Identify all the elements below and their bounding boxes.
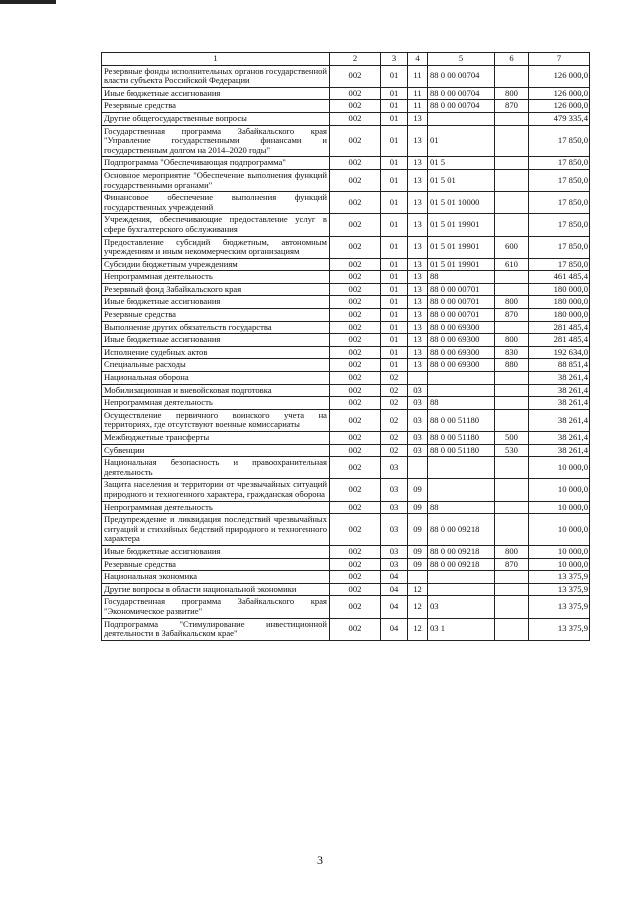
row-ministry-code: 002: [330, 501, 381, 514]
row-amount: 88 851,4: [529, 359, 590, 372]
row-amount: 38 261,4: [529, 384, 590, 397]
row-amount: 10 000,0: [529, 558, 590, 571]
table-row: [102, 359, 590, 372]
row-ministry-code: 002: [330, 283, 381, 296]
row-section: 03: [381, 545, 408, 558]
row-expense-type: 800: [495, 296, 529, 309]
row-ministry-code: 002: [330, 100, 381, 113]
table-row: [102, 571, 590, 584]
row-subsection: 03: [408, 432, 428, 445]
table-row: [102, 236, 590, 258]
row-subsection: 13: [408, 169, 428, 191]
row-name: Мобилизационная и вневойсковая подготовка: [102, 384, 330, 397]
row-ministry-code: 002: [330, 236, 381, 258]
row-ministry-code: 002: [330, 545, 381, 558]
row-ministry-code: 002: [330, 618, 381, 640]
table-row: [102, 309, 590, 322]
row-subsection: 13: [408, 125, 428, 157]
table-row: [102, 384, 590, 397]
row-section: 04: [381, 583, 408, 596]
row-target-article: 88: [428, 501, 495, 514]
row-amount: 180 000,0: [529, 283, 590, 296]
row-amount: 17 850,0: [529, 236, 590, 258]
row-target-article: 88 0 00 51180: [428, 444, 495, 457]
row-subsection: 13: [408, 359, 428, 372]
row-expense-type: [495, 514, 529, 546]
row-subsection: [408, 571, 428, 584]
row-section: 01: [381, 112, 408, 125]
row-section: 01: [381, 65, 408, 87]
row-expense-type: [495, 169, 529, 191]
row-amount: 180 000,0: [529, 296, 590, 309]
table-row: [102, 65, 590, 87]
row-expense-type: [495, 321, 529, 334]
row-expense-type: [495, 65, 529, 87]
row-ministry-code: 002: [330, 571, 381, 584]
row-section: 01: [381, 334, 408, 347]
table-row: [102, 545, 590, 558]
row-ministry-code: 002: [330, 432, 381, 445]
row-section: 01: [381, 321, 408, 334]
row-expense-type: [495, 479, 529, 501]
row-expense-type: [495, 571, 529, 584]
row-target-article: 03: [428, 596, 495, 618]
row-subsection: [408, 457, 428, 479]
row-subsection: 11: [408, 65, 428, 87]
table-row: [102, 112, 590, 125]
row-ministry-code: 002: [330, 169, 381, 191]
row-subsection: 13: [408, 157, 428, 170]
row-subsection: 13: [408, 112, 428, 125]
row-target-article: 88 0 00 69300: [428, 359, 495, 372]
row-expense-type: [495, 192, 529, 214]
row-name: Подпрограмма "Обеспечивающая подпрограмма": [102, 157, 330, 170]
table-row: [102, 271, 590, 284]
header-cell: 4: [408, 53, 428, 66]
row-expense-type: [495, 384, 529, 397]
row-name: Другие общегосударственные вопросы: [102, 112, 330, 125]
row-ministry-code: 002: [330, 125, 381, 157]
row-subsection: 03: [408, 444, 428, 457]
row-expense-type: 830: [495, 346, 529, 359]
row-name: Национальная экономика: [102, 571, 330, 584]
row-section: 02: [381, 432, 408, 445]
row-ministry-code: 002: [330, 384, 381, 397]
table-row: [102, 558, 590, 571]
row-target-article: [428, 384, 495, 397]
row-name: Непрограммная деятельность: [102, 501, 330, 514]
row-name: Финансовое обеспечение выполнения функций государственных учреждений: [102, 192, 330, 214]
row-expense-type: 800: [495, 87, 529, 100]
row-amount: 13 375,9: [529, 571, 590, 584]
row-section: 01: [381, 309, 408, 322]
row-target-article: 88 0 00 00701: [428, 283, 495, 296]
table-row: [102, 409, 590, 431]
row-name: Выполнение других обязательств государства: [102, 321, 330, 334]
row-subsection: 09: [408, 479, 428, 501]
row-amount: 17 850,0: [529, 169, 590, 191]
row-expense-type: 600: [495, 236, 529, 258]
row-amount: 180 000,0: [529, 309, 590, 322]
row-subsection: 13: [408, 321, 428, 334]
row-target-article: [428, 479, 495, 501]
row-name: Иные бюджетные ассигнования: [102, 296, 330, 309]
row-target-article: [428, 583, 495, 596]
row-section: 04: [381, 596, 408, 618]
row-section: 04: [381, 618, 408, 640]
row-subsection: 12: [408, 583, 428, 596]
row-section: 03: [381, 501, 408, 514]
row-section: 04: [381, 571, 408, 584]
header-cell: 3: [381, 53, 408, 66]
row-amount: 126 000,0: [529, 87, 590, 100]
row-amount: 10 000,0: [529, 457, 590, 479]
row-subsection: 12: [408, 618, 428, 640]
table-row: [102, 296, 590, 309]
row-ministry-code: 002: [330, 397, 381, 410]
row-target-article: 01 5 01 19901: [428, 214, 495, 236]
row-expense-type: [495, 157, 529, 170]
row-section: 01: [381, 236, 408, 258]
row-subsection: 12: [408, 596, 428, 618]
row-subsection: [408, 372, 428, 385]
row-name: Национальная безопасность и правоохранительная деятельность: [102, 457, 330, 479]
row-section: 02: [381, 397, 408, 410]
row-subsection: 13: [408, 214, 428, 236]
row-amount: 10 000,0: [529, 501, 590, 514]
row-amount: 13 375,9: [529, 583, 590, 596]
row-target-article: 01: [428, 125, 495, 157]
row-ministry-code: 002: [330, 309, 381, 322]
row-amount: 13 375,9: [529, 596, 590, 618]
table-row: [102, 169, 590, 191]
row-expense-type: 500: [495, 432, 529, 445]
row-name: Государственная программа Забайкальского края "Экономическое развитие": [102, 596, 330, 618]
row-name: Резервные средства: [102, 309, 330, 322]
row-name: Субсидии бюджетным учреждениям: [102, 258, 330, 271]
row-expense-type: [495, 397, 529, 410]
row-subsection: 09: [408, 501, 428, 514]
row-amount: 10 000,0: [529, 514, 590, 546]
row-amount: 13 375,9: [529, 618, 590, 640]
row-ministry-code: 002: [330, 558, 381, 571]
table-row: [102, 346, 590, 359]
row-name: Иные бюджетные ассигнования: [102, 334, 330, 347]
row-subsection: 13: [408, 236, 428, 258]
row-target-article: 01 5 01 19901: [428, 258, 495, 271]
row-ministry-code: 002: [330, 334, 381, 347]
row-expense-type: [495, 596, 529, 618]
row-subsection: 11: [408, 100, 428, 113]
row-section: 01: [381, 214, 408, 236]
table-row: [102, 100, 590, 113]
row-name: Предоставление субсидий бюджетным, автономным учреждениям и иным некоммерческим организациям: [102, 236, 330, 258]
row-expense-type: [495, 409, 529, 431]
table-row: [102, 397, 590, 410]
row-name: Иные бюджетные ассигнования: [102, 87, 330, 100]
row-amount: 192 634,0: [529, 346, 590, 359]
row-ministry-code: 002: [330, 409, 381, 431]
row-target-article: 88 0 00 00701: [428, 296, 495, 309]
row-target-article: 88 0 00 09218: [428, 514, 495, 546]
row-ministry-code: 002: [330, 596, 381, 618]
row-section: 01: [381, 100, 408, 113]
row-ministry-code: 002: [330, 359, 381, 372]
table-row: [102, 125, 590, 157]
row-target-article: 88 0 00 00704: [428, 87, 495, 100]
row-section: 01: [381, 283, 408, 296]
row-amount: 17 850,0: [529, 214, 590, 236]
row-subsection: 13: [408, 334, 428, 347]
header-cell: 5: [428, 53, 495, 66]
row-expense-type: 800: [495, 545, 529, 558]
row-expense-type: [495, 372, 529, 385]
row-expense-type: [495, 501, 529, 514]
row-name: Непрограммная деятельность: [102, 397, 330, 410]
header-row: [102, 53, 590, 66]
row-target-article: 88 0 00 69300: [428, 321, 495, 334]
row-target-article: 88 0 00 51180: [428, 432, 495, 445]
row-subsection: 03: [408, 409, 428, 431]
row-expense-type: 530: [495, 444, 529, 457]
row-name: Резервные средства: [102, 100, 330, 113]
table-row: [102, 258, 590, 271]
row-name: Защита населения и территории от чрезвычайных ситуаций природного и техногенного характера, гражданская оборона: [102, 479, 330, 501]
row-amount: 10 000,0: [529, 545, 590, 558]
row-expense-type: [495, 618, 529, 640]
row-ministry-code: 002: [330, 87, 381, 100]
row-ministry-code: 002: [330, 444, 381, 457]
row-expense-type: [495, 457, 529, 479]
row-ministry-code: 002: [330, 192, 381, 214]
row-target-article: 88: [428, 271, 495, 284]
table-row: [102, 87, 590, 100]
row-amount: 38 261,4: [529, 397, 590, 410]
row-section: 01: [381, 192, 408, 214]
table-row: [102, 283, 590, 296]
header-cell: 2: [330, 53, 381, 66]
row-expense-type: 880: [495, 359, 529, 372]
row-section: 02: [381, 372, 408, 385]
row-expense-type: 870: [495, 558, 529, 571]
row-name: Межбюджетные трансферты: [102, 432, 330, 445]
row-name: Государственная программа Забайкальского края "Управление государственными финансами и государственным долгом на 2014–2020 годы": [102, 125, 330, 157]
row-amount: 126 000,0: [529, 65, 590, 87]
row-name: Иные бюджетные ассигнования: [102, 545, 330, 558]
row-expense-type: [495, 271, 529, 284]
corner-mark: [0, 0, 56, 4]
row-target-article: 01 5 01: [428, 169, 495, 191]
table-row: [102, 334, 590, 347]
row-ministry-code: 002: [330, 514, 381, 546]
row-name: Учреждения, обеспечивающие предоставление услуг в сфере бухгалтерского обслуживания: [102, 214, 330, 236]
row-expense-type: [495, 283, 529, 296]
row-target-article: [428, 112, 495, 125]
table-row: [102, 214, 590, 236]
row-subsection: 13: [408, 283, 428, 296]
table-row: [102, 501, 590, 514]
row-subsection: 09: [408, 558, 428, 571]
row-target-article: 01 5: [428, 157, 495, 170]
table-row: [102, 596, 590, 618]
row-ministry-code: 002: [330, 112, 381, 125]
row-section: 01: [381, 258, 408, 271]
row-amount: 17 850,0: [529, 157, 590, 170]
row-amount: 38 261,4: [529, 409, 590, 431]
row-target-article: 88 0 00 69300: [428, 334, 495, 347]
row-amount: 38 261,4: [529, 444, 590, 457]
row-section: 01: [381, 271, 408, 284]
row-section: 01: [381, 346, 408, 359]
row-amount: 281 485,4: [529, 321, 590, 334]
row-target-article: [428, 571, 495, 584]
header-cell: 6: [495, 53, 529, 66]
row-expense-type: 800: [495, 334, 529, 347]
row-section: 03: [381, 479, 408, 501]
row-section: 02: [381, 384, 408, 397]
row-subsection: 13: [408, 192, 428, 214]
row-ministry-code: 002: [330, 258, 381, 271]
row-target-article: 88 0 00 00704: [428, 100, 495, 113]
row-ministry-code: 002: [330, 346, 381, 359]
row-section: 03: [381, 514, 408, 546]
row-name: Национальная оборона: [102, 372, 330, 385]
row-amount: 17 850,0: [529, 258, 590, 271]
row-ministry-code: 002: [330, 457, 381, 479]
row-target-article: 88 0 00 69300: [428, 346, 495, 359]
table-row: [102, 432, 590, 445]
row-subsection: 13: [408, 258, 428, 271]
row-subsection: 13: [408, 271, 428, 284]
table-row: [102, 192, 590, 214]
row-name: Другие вопросы в области национальной экономики: [102, 583, 330, 596]
page-number: 3: [317, 853, 323, 867]
table-row: [102, 157, 590, 170]
row-expense-type: 610: [495, 258, 529, 271]
row-target-article: 88 0 00 00704: [428, 65, 495, 87]
budget-table: [101, 52, 590, 641]
row-target-article: 88 0 00 00701: [428, 309, 495, 322]
header-cell: 7: [529, 53, 590, 66]
row-name: Осуществление первичного воинского учета на территориях, где отсутствуют военные комиссариаты: [102, 409, 330, 431]
row-target-article: 01 5 01 10000: [428, 192, 495, 214]
row-expense-type: 870: [495, 309, 529, 322]
row-ministry-code: 002: [330, 296, 381, 309]
row-section: 01: [381, 296, 408, 309]
row-subsection: 13: [408, 296, 428, 309]
row-name: Исполнение судебных актов: [102, 346, 330, 359]
row-name: Специальные расходы: [102, 359, 330, 372]
row-section: 01: [381, 125, 408, 157]
row-ministry-code: 002: [330, 372, 381, 385]
row-amount: 126 000,0: [529, 100, 590, 113]
row-name: Подпрограмма "Стимулирование инвестиционной деятельности в Забайкальском крае": [102, 618, 330, 640]
row-amount: 281 485,4: [529, 334, 590, 347]
table-row: [102, 583, 590, 596]
row-name: Предупреждение и ликвидация последствий чрезвычайных ситуаций и стихийных бедствий природного и техногенного характера: [102, 514, 330, 546]
row-ministry-code: 002: [330, 214, 381, 236]
row-target-article: [428, 372, 495, 385]
table-row: [102, 479, 590, 501]
row-subsection: 13: [408, 346, 428, 359]
row-ministry-code: 002: [330, 271, 381, 284]
row-amount: 17 850,0: [529, 192, 590, 214]
row-subsection: 11: [408, 87, 428, 100]
row-subsection: 03: [408, 397, 428, 410]
row-target-article: 88 0 00 51180: [428, 409, 495, 431]
row-ministry-code: 002: [330, 583, 381, 596]
row-ministry-code: 002: [330, 157, 381, 170]
row-section: 01: [381, 169, 408, 191]
row-subsection: 09: [408, 545, 428, 558]
row-target-article: 88 0 00 09218: [428, 558, 495, 571]
header-cell: 1: [102, 53, 330, 66]
table-row: [102, 321, 590, 334]
row-expense-type: [495, 112, 529, 125]
row-name: Основное мероприятие "Обеспечение выполнения функций государственными органами": [102, 169, 330, 191]
row-name: Резервный фонд Забайкальского края: [102, 283, 330, 296]
table-row: [102, 457, 590, 479]
row-target-article: [428, 457, 495, 479]
row-name: Резервные средства: [102, 558, 330, 571]
row-subsection: 13: [408, 309, 428, 322]
row-section: 02: [381, 409, 408, 431]
row-name: Резервные фонды исполнительных органов государственной власти субъекта Российской Федерации: [102, 65, 330, 87]
row-target-article: 88: [428, 397, 495, 410]
row-target-article: 01 5 01 19901: [428, 236, 495, 258]
table-row: [102, 514, 590, 546]
table-row: [102, 444, 590, 457]
row-name: Субвенции: [102, 444, 330, 457]
row-amount: 10 000,0: [529, 479, 590, 501]
row-amount: 479 335,4: [529, 112, 590, 125]
row-section: 03: [381, 558, 408, 571]
row-section: 01: [381, 359, 408, 372]
row-section: 01: [381, 87, 408, 100]
row-expense-type: [495, 583, 529, 596]
row-target-article: 88 0 00 09218: [428, 545, 495, 558]
row-ministry-code: 002: [330, 479, 381, 501]
row-amount: 38 261,4: [529, 432, 590, 445]
row-name: Непрограммная деятельность: [102, 271, 330, 284]
row-expense-type: [495, 214, 529, 236]
table-row: [102, 618, 590, 640]
row-section: 02: [381, 444, 408, 457]
row-subsection: 03: [408, 384, 428, 397]
row-section: 03: [381, 457, 408, 479]
row-ministry-code: 002: [330, 321, 381, 334]
row-amount: 17 850,0: [529, 125, 590, 157]
row-subsection: 09: [408, 514, 428, 546]
row-ministry-code: 002: [330, 65, 381, 87]
row-amount: 38 261,4: [529, 372, 590, 385]
table-row: [102, 372, 590, 385]
row-amount: 461 485,4: [529, 271, 590, 284]
row-section: 01: [381, 157, 408, 170]
row-expense-type: 870: [495, 100, 529, 113]
row-expense-type: [495, 125, 529, 157]
row-target-article: 03 1: [428, 618, 495, 640]
